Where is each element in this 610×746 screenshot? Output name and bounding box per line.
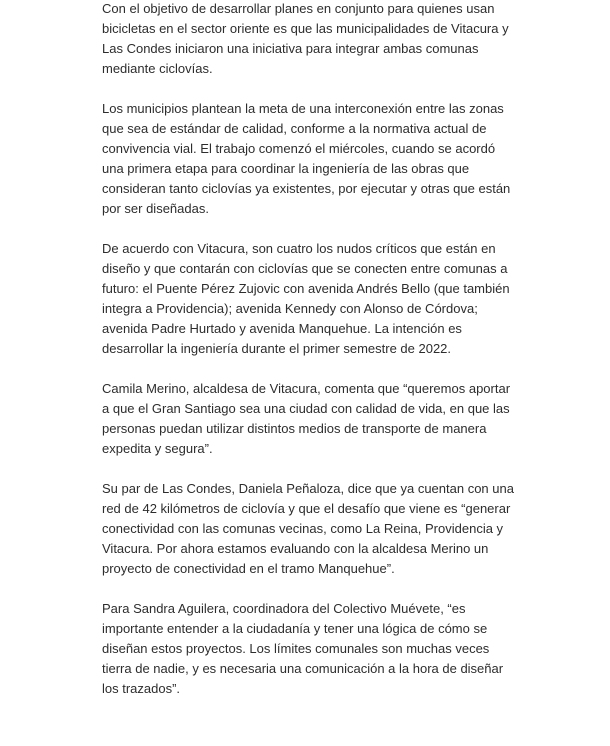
paragraph-2: Los municipios plantean la meta de una interconexión entre las zonas que sea de estándar de calidad, conforme a la normativa actual de convivencia vial. El trabajo comenzó el miércoles, cuando se acordó una primera etapa para coordinar la ingeniería de las obras que consideran tanto ciclovías ya existentes, por ejecutar y otras que están por ser diseñadas. xyxy=(102,101,511,216)
paragraph-4: Camila Merino, alcaldesa de Vitacura, comenta que “queremos aportar a que el Gran Santiago sea una ciudad con calidad de vida, en que las personas puedan utilizar distintos medios de transporte de manera expedita y segura”. xyxy=(102,381,511,456)
paragraph-6: Para Sandra Aguilera, coordinadora del Colectivo Muévete, “es importante entender a la ciudadanía y tener una lógica de cómo se diseñan estos proyectos. Los límites comunales son muchas veces tierra de nadie, y es necesaria una comunicación a la hora de diseñar los trazados”. xyxy=(102,601,504,696)
paragraph-3: De acuerdo con Vitacura, son cuatro los nudos críticos que están en diseño y que contarán con ciclovías que se conecten entre comunas a futuro: el Puente Pérez Zujovic con avenida Andrés Bello (que también integra a Providencia); avenida Kennedy con Alonso de Córdova; avenida Padre Hurtado y avenida Manquehue. La intención es desarrollar la ingeniería durante el primer semestre de 2022. xyxy=(102,241,510,356)
paragraph-1: Con el objetivo de desarrollar planes en conjunto para quienes usan bicicletas en el sector oriente es que las municipalidades de Vitacura y Las Condes iniciaron una iniciativa para integrar ambas comunas mediante ciclovías. xyxy=(102,1,509,76)
article-body xyxy=(102,0,520,699)
paragraph-5: Su par de Las Condes, Daniela Peñaloza, dice que ya cuentan con una red de 42 kilómetros de ciclovía y que el desafío que viene es “generar conectividad con las comunas vecinas, como La Reina, Providencia y Vitacura. Por ahora estamos evaluando con la alcaldesa Merino un proyecto de conectividad en el tramo Manquehue”. xyxy=(102,481,514,576)
